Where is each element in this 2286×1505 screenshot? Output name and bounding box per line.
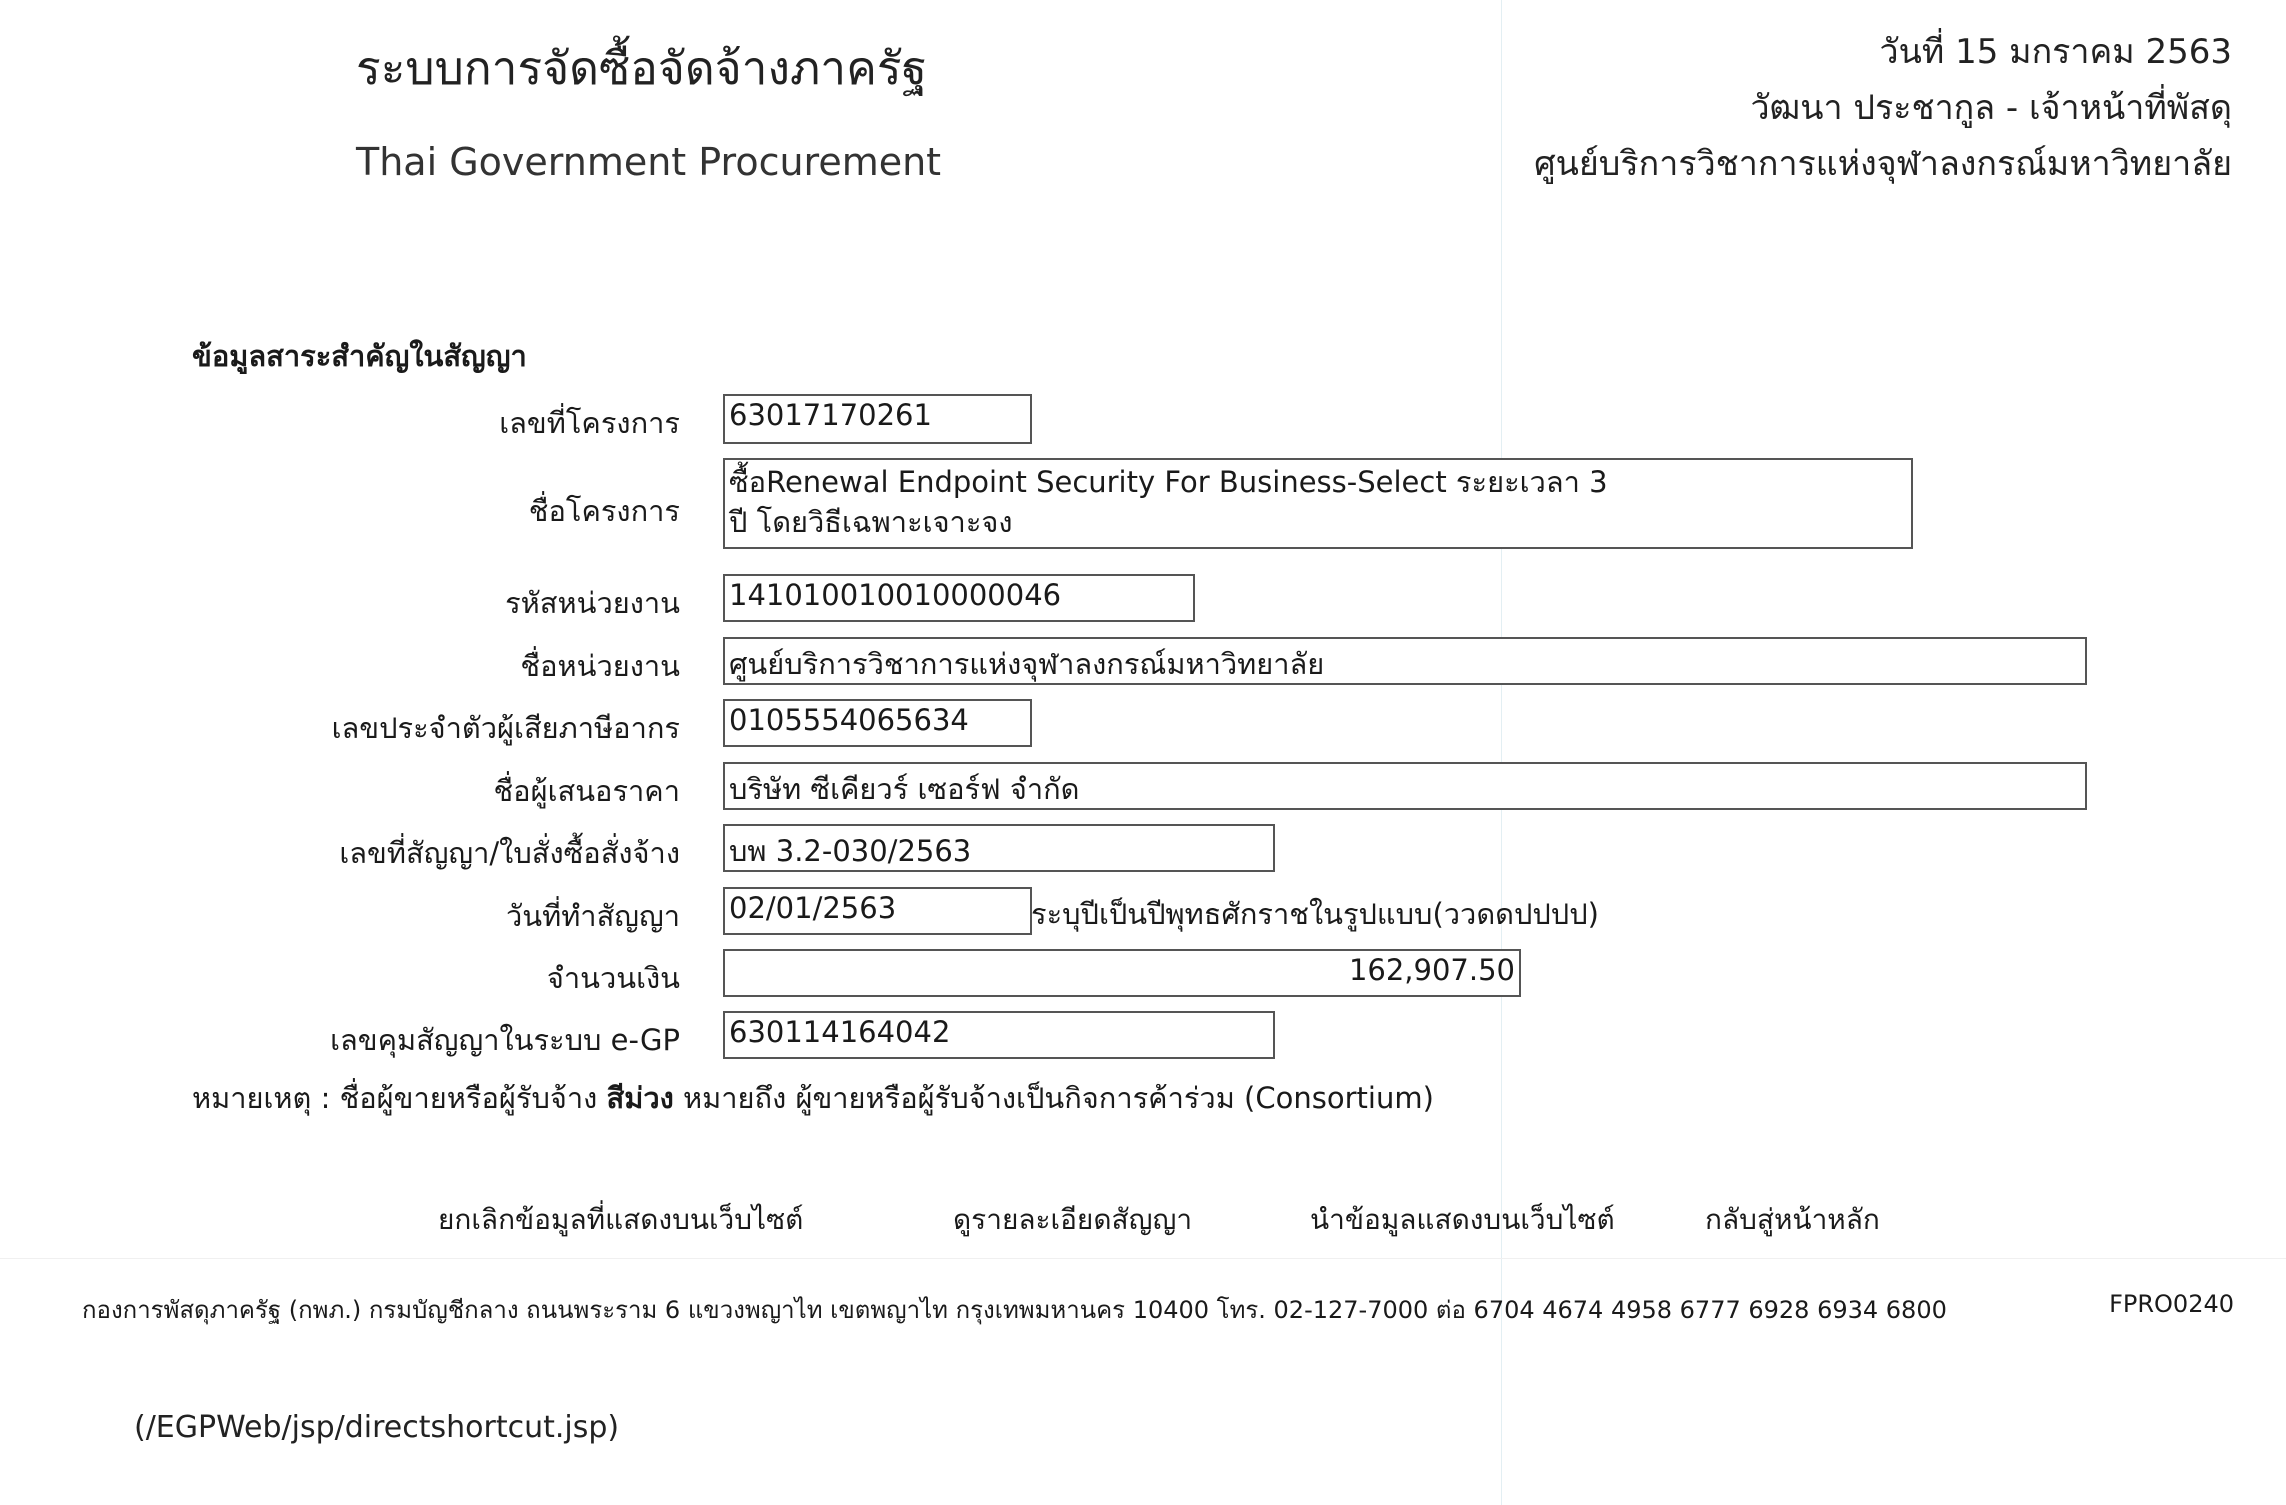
contract-no-label: เลขที่สัญญา/ใบสั่งซื้อสั่งจ้าง <box>339 836 680 870</box>
page-url: (/EGPWeb/jsp/directshortcut.jsp) <box>134 1410 620 1445</box>
contract-no-field[interactable]: บพ 3.2-030/2563 <box>723 824 1275 872</box>
cancel-website-display-link[interactable]: ยกเลิกข้อมูลที่แสดงบนเว็บไซต์ <box>438 1203 804 1236</box>
remark-note <box>192 1075 1434 1121</box>
contract-date-format-hint: ระบุปีเป็นปีพุทธศักราชในรูปแบบ(ววดดปปปป) <box>1031 897 1599 931</box>
amount-label: จำนวนเงิน <box>546 961 680 995</box>
project-name-field[interactable]: ซื้อRenewal Endpoint Security For Business-Select ระยะเวลา 3 ปี โดยวิธีเฉพาะเจาะจง <box>723 458 1913 549</box>
amount-field[interactable]: 162,907.50 <box>723 949 1521 997</box>
user-info-block <box>1534 24 2232 192</box>
agency-code-field[interactable]: 141010010010000046 <box>723 574 1195 622</box>
project-no-field[interactable]: 63017170261 <box>723 394 1032 444</box>
footer-address: กองการพัสดุภาครัฐ (กพภ.) กรมบัญชีกลาง ถนนพระราม 6 แขวงพญาไท เขตพญาไท กรุงเทพมหานคร 10400 โทร. 02-127-7000 ต่อ 6704 4674 4958 6777 6928 6934 6800 <box>82 1296 1947 1324</box>
contract-date-label: วันที่ทำสัญญา <box>505 899 680 933</box>
form-code: FPRO0240 <box>2109 1290 2234 1318</box>
view-contract-details-link[interactable]: ดูรายละเอียดสัญญา <box>953 1203 1193 1236</box>
remark-prefix: หมายเหตุ : ชื่อผู้ขายหรือผู้รับจ้าง <box>192 1081 607 1115</box>
agency-code-label: รหัสหน่วยงาน <box>505 586 680 620</box>
remark-emphasis: สีม่วง <box>606 1081 674 1115</box>
bidder-name-field[interactable]: บริษัท ซีเคียวร์ เซอร์ฟ จำกัด <box>723 762 2087 810</box>
scan-artifact-vertical-line <box>1501 0 1502 1505</box>
contract-date-field[interactable]: 02/01/2563 <box>723 887 1032 935</box>
tax-id-label: เลขประจำตัวผู้เสียภาษีอากร <box>331 711 680 745</box>
bidder-name-label: ชื่อผู้เสนอราคา <box>493 774 680 808</box>
publish-to-website-link[interactable]: นำข้อมูลแสดงบนเว็บไซต์ <box>1310 1203 1615 1236</box>
agency-name-label: ชื่อหน่วยงาน <box>520 649 680 683</box>
system-title-thai: ระบบการจัดซื้อจัดจ้างภาครัฐ <box>356 41 927 95</box>
user-organization: ศูนย์บริการวิชาการแห่งจุฬาลงกรณ์มหาวิทยาลัย <box>1534 144 2232 184</box>
egp-control-no-field[interactable]: 630114164042 <box>723 1011 1275 1059</box>
action-bar <box>0 1198 2286 1244</box>
back-to-home-link[interactable]: กลับสู่หน้าหลัก <box>1705 1203 1880 1236</box>
current-date: วันที่ 15 มกราคม 2563 <box>1879 32 2232 72</box>
current-user: วัฒนา ประชากูล - เจ้าหน้าที่พัสดุ <box>1750 88 2232 128</box>
agency-name-field[interactable]: ศูนย์บริการวิชาการแห่งจุฬาลงกรณ์มหาวิทยาลัย <box>723 637 2087 685</box>
scan-artifact-horizontal-line <box>0 1258 2286 1259</box>
system-title-english: Thai Government Procurement <box>356 140 942 184</box>
remark-suffix: หมายถึง ผู้ขายหรือผู้รับจ้างเป็นกิจการค้าร่วม (Consortium) <box>673 1081 1434 1115</box>
section-title: ข้อมูลสาระสำคัญในสัญญา <box>192 339 527 373</box>
project-name-label: ชื่อโครงการ <box>528 494 680 528</box>
tax-id-field[interactable]: 0105554065634 <box>723 699 1032 747</box>
project-no-label: เลขที่โครงการ <box>499 406 680 440</box>
egp-control-no-label: เลขคุมสัญญาในระบบ e-GP <box>330 1023 680 1057</box>
